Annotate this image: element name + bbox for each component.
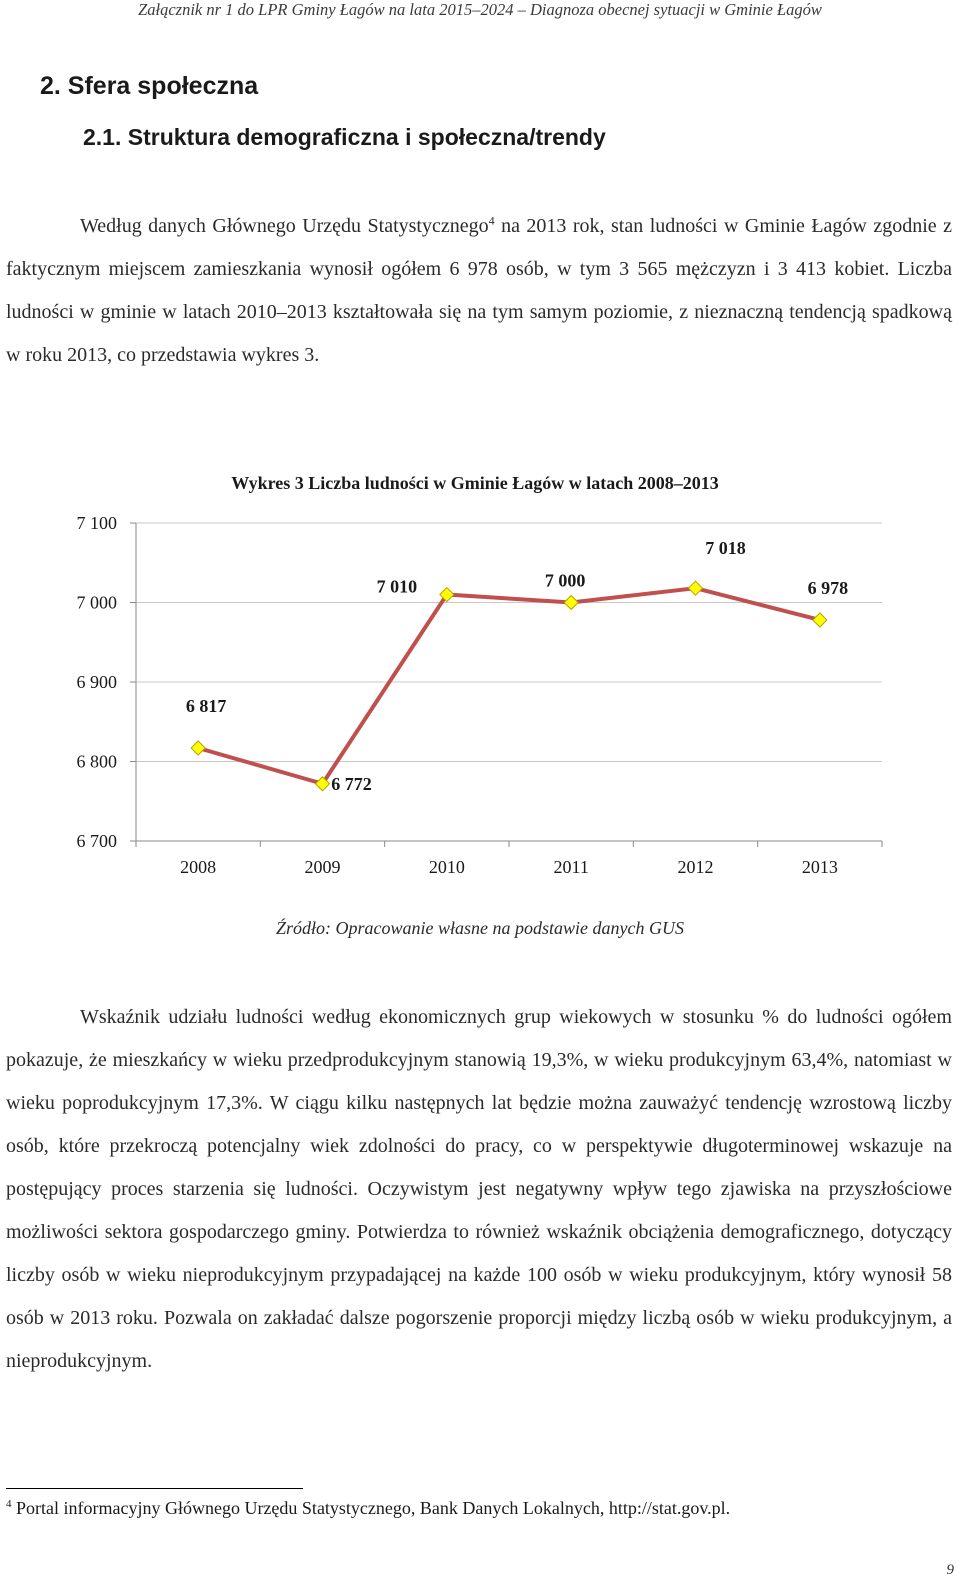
footnote — [6, 1498, 730, 1519]
footnote-number: 4 — [6, 1498, 12, 1510]
data-point-marker — [689, 581, 703, 595]
data-label: 6 817 — [185, 695, 227, 716]
x-tick-label: 2013 — [801, 857, 838, 877]
paragraph-population — [6, 205, 952, 377]
y-tick-label: 6 700 — [76, 831, 117, 851]
para1-text-start: Według danych Głównego Urzędu Statystycznego — [80, 215, 489, 237]
footnote-text: Portal informacyjny Głównego Urzędu Statystycznego, Bank Danych Lokalnych, http://stat.gov.pl. — [11, 1498, 731, 1518]
footnote-separator — [6, 1488, 303, 1489]
y-tick-label: 6 800 — [76, 751, 117, 772]
chart-gridlines — [130, 523, 882, 847]
footnote-ref[interactable]: 4 — [488, 213, 495, 228]
data-label: 7 010 — [376, 576, 418, 597]
data-label: 7 000 — [544, 570, 586, 591]
chart-series — [191, 581, 827, 791]
y-tick-label: 7 000 — [76, 592, 117, 613]
chart-source: Źródło: Opracowanie własne na podstawie danych GUS — [276, 918, 684, 938]
x-tick-label: 2008 — [180, 857, 217, 877]
population-line-chart — [0, 450, 960, 900]
chart-data-labels — [186, 538, 848, 794]
chart-y-tick-labels — [77, 513, 118, 851]
para2-text: Wskaźnik udziału ludności według ekonomicznych grup wiekowych w stosunku % do ludności ogółem pokazuje, że mieszkańcy w wieku przedprodukcyjnym stanowią 19,3%, w wieku produkcyjnym 63,4%, natomiast w wieku poprodukcyjnym 17,3%. W ciągu kilku następnych lat będzie można zauważyć tendencję wzrostową liczby osób, które przekroczą potencjalny wiek zdolności do pracy, co w perspektywie długoterminowej wskazuje na postępujący proces starzenia się ludności. Oczywistym jest negatywny wpływ tego zjawiska na przyszłościowe możliwości sektora gospodarczego gminy. Potwierdza to również wskaźnik obciążenia demograficznego, dotyczący liczby osób w wieku nieprodukcyjnym przypadającej na każde 100 osób w wieku produkcyjnym, który wynosił 58 osób w 2013 roku. Pozwala on zakładać dalsze pogorszenie proporcji między liczbą osób w wieku produkcyjnym, a nieprodukcyjnym. — [6, 1006, 952, 1372]
data-label: 6 978 — [807, 577, 849, 598]
x-tick-label: 2009 — [304, 857, 341, 877]
data-label: 7 018 — [705, 538, 746, 559]
series-line — [198, 588, 820, 784]
data-point-marker — [564, 596, 578, 610]
y-tick-label: 6 900 — [76, 672, 117, 692]
data-point-marker — [191, 741, 205, 755]
x-tick-label: 2011 — [553, 857, 589, 877]
page-number: 9 — [946, 1562, 954, 1578]
subsection-title: 2.1. Struktura demograficzna i społeczna/trendy — [83, 124, 606, 150]
section-title: 2. Sfera społeczna — [40, 72, 259, 100]
chart-x-tick-labels — [180, 857, 838, 877]
data-label: 6 772 — [331, 773, 372, 794]
page-header: Załącznik nr 1 do LPR Gminy Łagów na lata 2015–2024 – Diagnoza obecnej sytuacji w Gminie Łagów — [138, 0, 822, 19]
para1-text-end: na 2013 rok, stan ludności w Gminie Łagów zgodnie z faktycznym miejscem zamieszkania wynosił ogółem 6 978 osób, w tym 3 565 mężczyzn i 3 413 kobiet. Liczba ludności w gminie w latach 2010–2013 kształtowała się na tym samym poziomie, z nieznaczną tendencją spadkową w roku 2013, co przedstawia wykres 3. — [6, 215, 952, 366]
x-tick-label: 2010 — [428, 857, 465, 877]
y-tick-label: 7 100 — [76, 513, 117, 533]
paragraph-age-structure — [6, 996, 952, 1383]
data-point-marker — [813, 613, 827, 627]
chart-title: Wykres 3 Liczba ludności w Gminie Łagów w latach 2008–2013 — [231, 473, 719, 493]
x-tick-label: 2012 — [677, 857, 714, 877]
